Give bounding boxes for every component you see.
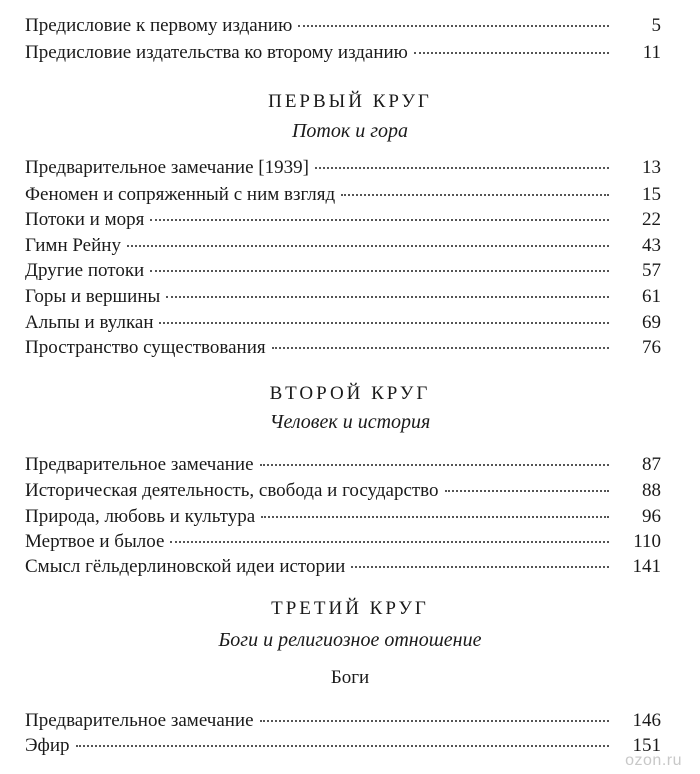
toc-entry-title: Эфир xyxy=(25,735,70,756)
toc-entry-title: Смысл гёльдерлиновской идеи истории xyxy=(25,556,346,577)
section-heading: ТРЕТИЙ КРУГ xyxy=(271,598,429,619)
dot-leader xyxy=(76,745,609,747)
toc-entry-page: 69 xyxy=(642,312,661,333)
dot-leader xyxy=(315,167,609,169)
watermark: ozon.ru xyxy=(625,752,682,769)
toc-entry xyxy=(25,479,661,503)
section-subtitle: Поток и гора xyxy=(291,120,409,142)
toc-entry-page: 87 xyxy=(642,454,661,475)
toc-entry-title: Предисловие издательства ко второму изданию xyxy=(25,42,408,63)
toc-entry xyxy=(25,336,661,360)
toc-entry xyxy=(25,530,661,554)
toc-entry-page: 61 xyxy=(642,286,661,307)
toc-entry-page: 96 xyxy=(642,506,661,527)
toc-entry xyxy=(25,234,661,258)
dot-leader xyxy=(170,541,609,543)
dot-leader xyxy=(341,194,609,196)
toc-entry xyxy=(25,14,661,38)
toc-entry-title: Другие потоки xyxy=(25,260,145,281)
toc-entry-title: Природа, любовь и культура xyxy=(25,506,256,527)
toc-entry xyxy=(25,734,661,758)
toc-entry-page: 146 xyxy=(632,710,661,731)
toc-entry-page: 15 xyxy=(642,184,661,205)
toc-entry-title: Предварительное замечание [1939] xyxy=(25,157,309,178)
section-subtitle: Человек и история xyxy=(269,411,431,433)
toc-entry-title: Потоки и моря xyxy=(25,209,145,230)
toc-entry-page: 11 xyxy=(642,42,661,63)
toc-entry xyxy=(25,41,661,65)
toc-entry xyxy=(25,453,661,477)
toc-entry xyxy=(25,311,661,335)
toc-entry-title: Предварительное замечание xyxy=(25,710,254,731)
toc-entry-page: 57 xyxy=(642,260,661,281)
dot-leader xyxy=(298,25,609,27)
toc-entry-page: 88 xyxy=(642,480,661,501)
toc-entry xyxy=(25,285,661,309)
toc-entry-title: Альпы и вулкан xyxy=(25,312,154,333)
section-heading: ПЕРВЫЙ КРУГ xyxy=(268,91,432,112)
toc-entry xyxy=(25,505,661,529)
subsection-label: Боги xyxy=(330,667,370,688)
dot-leader xyxy=(127,245,609,247)
toc-entry-page: 22 xyxy=(642,209,661,230)
toc-entry-title: Историческая деятельность, свобода и государство xyxy=(25,480,439,501)
toc-entry-page: 151 xyxy=(632,735,661,756)
toc-entry xyxy=(25,555,661,579)
toc-entry-title: Предварительное замечание xyxy=(25,454,254,475)
toc-entry-title: Горы и вершины xyxy=(25,286,161,307)
toc-entry-title: Предисловие к первому изданию xyxy=(25,15,293,36)
toc-entry-page: 43 xyxy=(642,235,661,256)
toc-entry xyxy=(25,156,661,180)
dot-leader xyxy=(150,219,609,221)
dot-leader xyxy=(445,490,609,492)
section-heading: ВТОРОЙ КРУГ xyxy=(269,383,431,404)
toc-entry xyxy=(25,183,661,207)
toc-entry xyxy=(25,259,661,283)
toc-entry-page: 141 xyxy=(632,556,661,577)
toc-entry-page: 13 xyxy=(642,157,661,178)
dot-leader xyxy=(159,322,609,324)
dot-leader xyxy=(150,270,609,272)
toc-entry-page: 110 xyxy=(633,531,661,552)
dot-leader xyxy=(414,52,609,54)
toc-entry-title: Пространство существования xyxy=(25,337,266,358)
dot-leader xyxy=(260,720,609,722)
dot-leader xyxy=(272,347,609,349)
toc-entry-title: Мертвое и былое xyxy=(25,531,165,552)
section-subtitle: Боги и религиозное отношение xyxy=(218,629,482,651)
dot-leader xyxy=(166,296,609,298)
toc-entry-title: Гимн Рейну xyxy=(25,235,121,256)
dot-leader xyxy=(261,516,609,518)
toc-entry-title: Феномен и сопряженный с ним взгляд xyxy=(25,184,336,205)
toc-entry-page: 5 xyxy=(651,15,661,36)
dot-leader xyxy=(351,566,609,568)
toc-entry xyxy=(25,208,661,232)
dot-leader xyxy=(260,464,609,466)
toc-entry xyxy=(25,709,661,733)
toc-entry-page: 76 xyxy=(642,337,661,358)
